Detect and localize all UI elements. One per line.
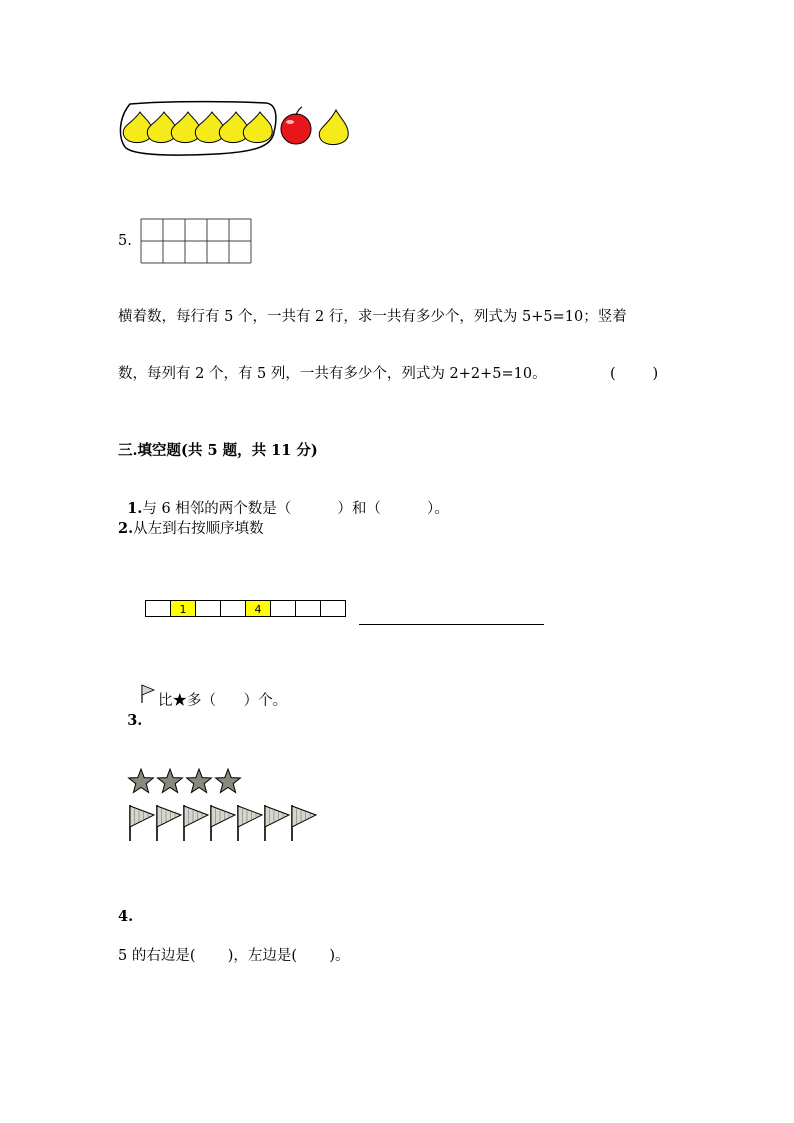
question-3-number: 3. xyxy=(127,712,143,729)
question-3 xyxy=(118,691,142,731)
pear-icon xyxy=(123,112,152,143)
section-heading: 三.填空题(共 5 题，共 11 分) xyxy=(118,442,318,459)
stars-row xyxy=(126,767,246,797)
question-2 xyxy=(118,519,264,539)
star-icon xyxy=(158,769,183,793)
number-strip-cell[interactable] xyxy=(195,600,221,617)
q5-answer-paren[interactable]: ( ) xyxy=(610,366,659,382)
number-strip-cell[interactable] xyxy=(220,600,246,617)
q5-number: 5. xyxy=(118,233,132,249)
question-1 xyxy=(118,479,449,519)
flag-icon xyxy=(211,805,235,841)
star-icon xyxy=(129,769,154,793)
number-strip-cell[interactable] xyxy=(295,600,321,617)
question-1-number: 1. xyxy=(127,500,143,517)
star-icon xyxy=(187,769,212,793)
q5-grid xyxy=(140,217,252,267)
question-4-number: 4. xyxy=(118,908,134,925)
flag-icon xyxy=(238,805,262,841)
number-strip-cell[interactable] xyxy=(320,600,346,617)
pear-icon xyxy=(195,112,224,143)
pear-icon xyxy=(243,112,272,143)
flag-icon xyxy=(292,805,316,841)
answer-line[interactable] xyxy=(359,624,544,625)
question-1-text: 与 6 相邻的两个数是（ ）和（ ）。 xyxy=(142,501,449,517)
star-icon xyxy=(216,769,241,793)
flag-icon xyxy=(130,805,154,841)
pear-icon xyxy=(171,112,200,143)
q5-line2: 数，每列有 2 个，有 5 列，一共有多少个，列式为 2+2+5=10。 xyxy=(118,366,547,382)
number-strip-cell[interactable] xyxy=(270,600,296,617)
circled-pears xyxy=(123,112,272,143)
fruit-row-figure xyxy=(116,98,356,158)
pear-icon xyxy=(147,112,176,143)
question-3-text: 比★多（ ）个。 xyxy=(158,693,288,709)
question-2-text: 从左到右按顺序填数 xyxy=(133,521,264,537)
flag-icon xyxy=(140,684,156,704)
number-strip-cell[interactable] xyxy=(145,600,171,617)
pear-icon xyxy=(219,112,248,143)
number-strip xyxy=(145,600,346,617)
flag-icon xyxy=(265,805,289,841)
q5-line1: 横着数，每行有 5 个，一共有 2 行，求一共有多少个，列式为 5+5=10；竖着 xyxy=(118,309,627,325)
question-4-text: 5 的右边是( )，左边是( )。 xyxy=(118,948,350,964)
flag-icon xyxy=(184,805,208,841)
apple-icon xyxy=(281,107,311,144)
number-strip-cell: 4 xyxy=(245,600,271,617)
flag-icon xyxy=(157,805,181,841)
question-2-number: 2. xyxy=(118,520,134,537)
number-strip-cell: 1 xyxy=(170,600,196,617)
pear-icon xyxy=(319,110,348,145)
flags-row xyxy=(126,803,326,843)
